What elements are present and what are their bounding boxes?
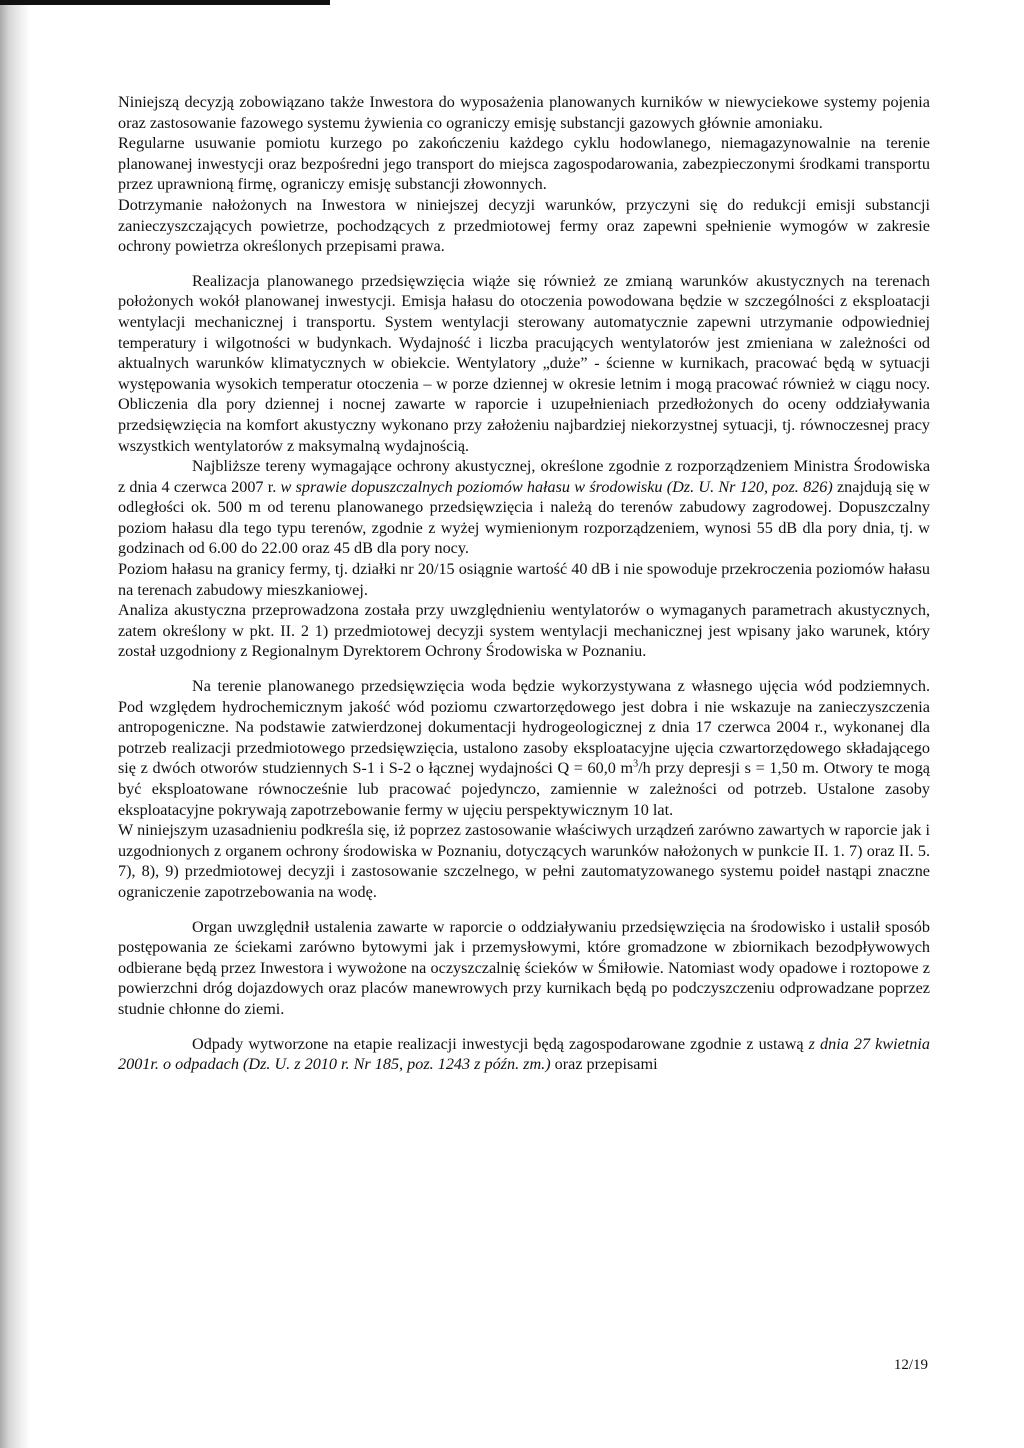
paragraph-p11 [118,1034,930,1075]
italic-citation: z dnia 27 kwietnia 2001r. o odpadach (Dz. U. z 2010 r. Nr 185, poz. 1243 z późn. zm.) [118,1034,930,1074]
text-run: Poziom hałasu na granicy fermy, tj. działki nr 20/15 osiągnie wartość 40 dB i nie spowoduje przekroczenia poziomów hałasu na terenach zabudowy mieszkaniowej. [118,560,930,599]
paragraph-p8 [118,676,930,820]
scan-edge-shadow [0,0,30,1448]
scan-top-mark [0,0,330,5]
paragraph-p7 [118,600,930,662]
text-run: Na terenie planowanego przedsięwzięcia woda będzie wykorzystywana z własnego ujęcia wód podziemnych. Pod względem hydrochemicznym jakość wód poziomu czwartorzędowego jest dobra i nie wskazuje na zanieczyszczenia antropogeniczne. Na podstawie zatwierdzonej dokumentacji hydrogeologicznej z dnia 17 czerwca 2004 r., wykonanej dla potrzeb realizacji przedmiotowego przedsięwzięcia, ustalono zasoby eksploatacyjne ujęcia czwartorzędowego składającego się z dwóch otworów studziennych S-1 i S-2 o łącznej wydajności Q = 60,0 m [118,677,930,778]
text-run: /h przy depresji s = 1,50 m. Otwory te mogą być eksploatowane równocześnie lub pracować pojedynczo, zamiennie w zależności od potrzeb. Ustalone zasoby eksploatacyjne pokrywają zapotrzebowanie fermy w ujęciu perspektywicznym 10 lat. [118,759,930,819]
text-run: oraz przepisami [550,1055,658,1074]
paragraph-p6 [118,559,930,600]
superscript: 3 [633,759,639,771]
document-body [118,92,930,1075]
italic-citation: w sprawie dopuszczalnych poziomów hałasu w środowisku (Dz. U. Nr 120, poz. 826) [280,477,833,496]
text-run: Najbliższe tereny wymagające ochrony akustycznej, określone zgodnie z rozporządzeniem Ministra Środowiska z dnia 4 czerwca 2007 r. [118,457,930,496]
text-run: W niniejszym uzasadnieniu podkreśla się, iż poprzez zastosowanie właściwych urządzeń zarówno zawartych w raporcie jak i uzgodnionych z organem ochrony środowiska w Poznaniu, dotyczących warunków nałożonych w punkcie II. 1. 7) oraz II. 5. 7), 8), 9) przedmiotowej decyzji i zastosowanie szczelnego, w pełni zautomatyzowanego systemu poideł nastąpi znaczne ograniczenie zapotrzebowania na wodę. [118,821,930,901]
text-run: Organ uwzględnił ustalenia zawarte w raporcie o oddziaływaniu przedsięwzięcia na środowisko i ustalił sposób postępowania ze ściekami zarówno bytowymi jak i przemysłowymi, które gromadzone w zbiornikach bezodpływowych odbierane będą przez Inwestora i wywożone na oczyszczalnię ścieków w Śmiłowie. Natomiast wody opadowe i roztopowe z powierzchni dróg dojazdowych oraz placów manewrowych przy kurnikach będą po podczyszczeniu odprowadzane poprzez studnie chłonne do ziemi. [118,917,930,1018]
paragraph-p2 [118,133,930,195]
text-run: Dotrzymanie nałożonych na Inwestora w niniejszej decyzji warunków, przyczyni się do redukcji emisji substancji zanieczyszczających powietrze, pochodzących z przedmiotowej fermy oraz zapewni spełnienie wymogów w zakresie ochrony powietrza określonych przepisami prawa. [118,195,930,256]
paragraph-p10 [118,917,930,1020]
paragraph-p5 [118,456,930,559]
paragraph-p9 [118,820,930,902]
paragraph-p4 [118,271,930,456]
text-run: znajdują się w odległości ok. 500 m od terenu planowanego przedsięwzięcia i należą do terenów zabudowy zagrodowej. Dopuszczalny poziom hałasu dla tego typu terenów, zgodnie z wyżej wymienionym rozporządzeniem, wynosi 55 dB dla pory dnia, tj. w godzinach od 6.00 do 22.00 oraz 45 dB dla pory nocy. [118,477,930,558]
page-number: 12/19 [893,1357,928,1373]
text-run: Realizacja planowanego przedsięwzięcia wiąże się również ze zmianą warunków akustycznych na terenach położonych wokół planowanej inwestycji. Emisja hałasu do otoczenia powodowana będzie w szczególności z eksploatacji wentylacji mechanicznej i transportu. System wentylacji sterowany automatycznie zapewni utrzymanie odpowiedniej temperatury i wilgotności w budynkach. Wydajność i liczba pracujących wentylatorów jest zmieniana w zależności od aktualnych warunków klimatycznych w obiekcie. Wentylatory „duże” - ścienne w kurnikach, pracować będą w sytuacji występowania wysokich temperatur otoczenia – w porze dziennej w okresie letnim i mogą pracować również w ciągu nocy. Obliczenia dla pory dziennej i nocnej zawarte w raporcie i uzupełnieniach przedłożonych do oceny oddziaływania przedsięwzięcia na komfort akustyczny wykonano przy założeniu najbardziej niekorzystnej sytuacji, tj. równoczesnej pracy wszystkich wentylatorów z maksymalną wydajnością. [118,271,930,455]
paragraph-p1 [118,92,930,133]
text-run: Odpady wytworzone na etapie realizacji inwestycji będą zagospodarowane zgodnie z ustawą [192,1034,809,1053]
text-run: Niniejszą decyzją zobowiązano także Inwestora do wyposażenia planowanych kurników w niewyciekowe systemy pojenia oraz zastosowanie fazowego systemu żywienia co ograniczy emisję substancji gazowych głównie amoniaku. [118,93,930,132]
paragraph-p3 [118,195,930,257]
text-run: Analiza akustyczna przeprowadzona została przy uwzględnieniu wentylatorów o wymaganych parametrach akustycznych, zatem określony w pkt. II. 2 1) przedmiotowej decyzji system wentylacji mechanicznej jest wpisany jako warunek, który został uzgodniony z Regionalnym Dyrektorem Ochrony Środowiska w Poznaniu. [118,601,930,661]
text-run: Regularne usuwanie pomiotu kurzego po zakończeniu każdego cyklu hodowlanego, niemagazynowalnie na terenie planowanej inwestycji oraz bezpośredni jego transport do miejsca zagospodarowania, zabezpieczonymi środkami transportu przez uprawnioną firmę, ograniczy emisję substancji złowonnych. [118,134,930,194]
